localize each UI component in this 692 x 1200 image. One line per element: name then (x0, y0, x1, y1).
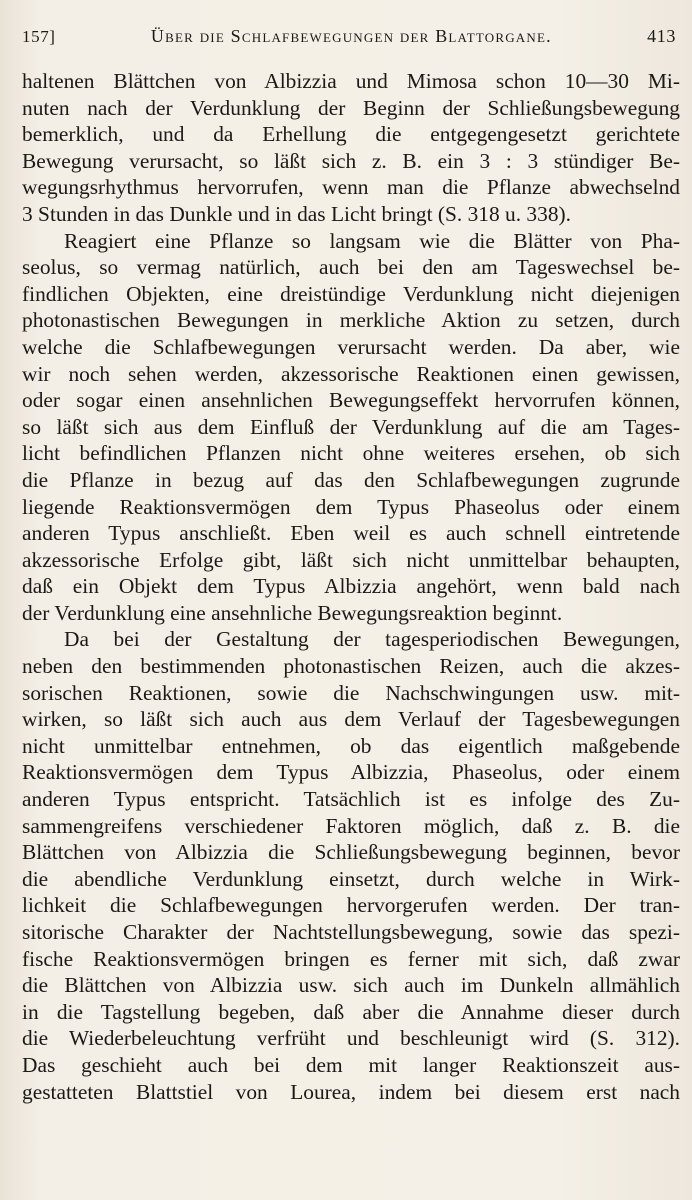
text-line: die Pflanze in bezug auf das den Schlafbewegungen zugrunde (22, 467, 680, 492)
text-line: anderen Typus entspricht. Tatsächlich ist es infolge des Zu- (22, 787, 680, 812)
text-line: nicht unmittelbar entnehmen, ob das eigentlich maßgebende (22, 733, 680, 758)
text-line: sammengreifens verschiedener Faktoren möglich, daß z. B. die (22, 813, 680, 838)
text-line: Da bei der Gestaltung der tagesperiodischen Bewegungen, (64, 627, 680, 652)
text-line: gestatteten Blattstiel von Lourea, indem bei diesem erst nach (22, 1079, 680, 1104)
text-line: die Wiederbeleuchtung verfrüht und beschleunigt wird (S. 312). (22, 1026, 680, 1051)
text-line: bemerklich, und da Erhellung die entgegengesetzt gerichtete (22, 122, 680, 147)
text-line: akzessorische Erfolge gibt, läßt sich nicht unmittelbar behaupten, (22, 547, 680, 572)
text-line: in die Tagstellung begeben, daß aber die Annahme dieser durch (22, 999, 680, 1024)
text-line: anderen Typus anschließt. Eben weil es auch schnell eintretende (22, 521, 680, 546)
text-line: photonastischen Bewegungen in merkliche Aktion zu setzen, durch (22, 308, 680, 333)
text-line: findlichen Objekten, eine dreistündige Verdunklung nicht diejenigen (22, 281, 680, 306)
paragraph (22, 626, 680, 1105)
section-number: 157] (22, 27, 56, 46)
text-line: Das geschieht auch bei dem mit langer Reaktionszeit aus- (22, 1052, 680, 1077)
text-line: 3 Stunden in das Dunkle und in das Licht bringt (S. 318 u. 338). (22, 201, 571, 226)
text-line: sorischen Reaktionen, sowie die Nachschwingungen usw. mit- (22, 680, 680, 705)
text-line: welche die Schlafbewegungen verursacht werden. Da aber, wie (22, 334, 680, 359)
text-line: haltenen Blättchen von Albizzia und Mimosa schon 10—30 Mi- (22, 69, 680, 93)
text-line: Blättchen von Albizzia die Schließungsbewegung beginnen, bevor (22, 840, 680, 865)
page-number: 413 (647, 26, 676, 46)
text-line: neben den bestimmenden photonastischen Reizen, auch die akzes- (22, 654, 680, 679)
text-line: oder sogar einen ansehnlichen Bewegungseffekt hervorrufen können, (22, 388, 680, 413)
text-line: seolus, so vermag natürlich, auch bei den am Tageswechsel be- (22, 255, 680, 280)
text-line: liegende Reaktionsvermögen dem Typus Phaseolus oder einem (22, 494, 680, 519)
running-header (22, 26, 680, 60)
paragraph (22, 228, 680, 627)
text-line: licht befindlichen Pflanzen nicht ohne weiteres ersehen, ob sich (22, 441, 680, 466)
running-title: Über die Schlafbewegungen der Blattorgane. (150, 26, 552, 46)
text-line: die abendliche Verdunklung einsetzt, durch welche in Wirk- (22, 866, 680, 891)
text-line: nuten nach der Verdunklung der Beginn der Schließungsbewegung (22, 95, 680, 120)
text-line: wir noch sehen werden, akzessorische Reaktionen einen gewissen, (22, 361, 680, 386)
text-line: lichkeit die Schlafbewegungen hervorgerufen werden. Der tran- (22, 893, 680, 918)
text-line: wegungsrhythmus hervorrufen, wenn man die Pflanze abwechselnd (22, 175, 680, 200)
paragraph (22, 68, 680, 228)
text-line: Reaktionsvermögen dem Typus Albizzia, Phaseolus, oder einem (22, 760, 680, 785)
text-line: die Blättchen von Albizzia usw. sich auch im Dunkeln allmählich (22, 973, 680, 998)
text-line: Bewegung verursacht, so läßt sich z. B. ein 3 : 3 stündiger Be- (22, 148, 680, 173)
text-line: fische Reaktionsvermögen bringen es ferner mit sich, daß zwar (22, 946, 680, 971)
text-line: Reagiert eine Pflanze so langsam wie die Blätter von Pha- (64, 228, 680, 253)
text-line: wirken, so läßt sich auch aus dem Verlauf der Tagesbewegungen (22, 707, 680, 732)
text-line: der Verdunklung eine ansehnliche Bewegungsreaktion beginnt. (22, 600, 563, 625)
body-text (22, 68, 680, 1105)
text-line: daß ein Objekt dem Typus Albizzia angehört, wenn bald nach (22, 574, 680, 599)
text-line: sitorische Charakter der Nachtstellungsbewegung, sowie das spezi- (22, 920, 680, 944)
text-line: so läßt sich aus dem Einfluß der Verdunklung auf die am Tages- (22, 414, 680, 439)
